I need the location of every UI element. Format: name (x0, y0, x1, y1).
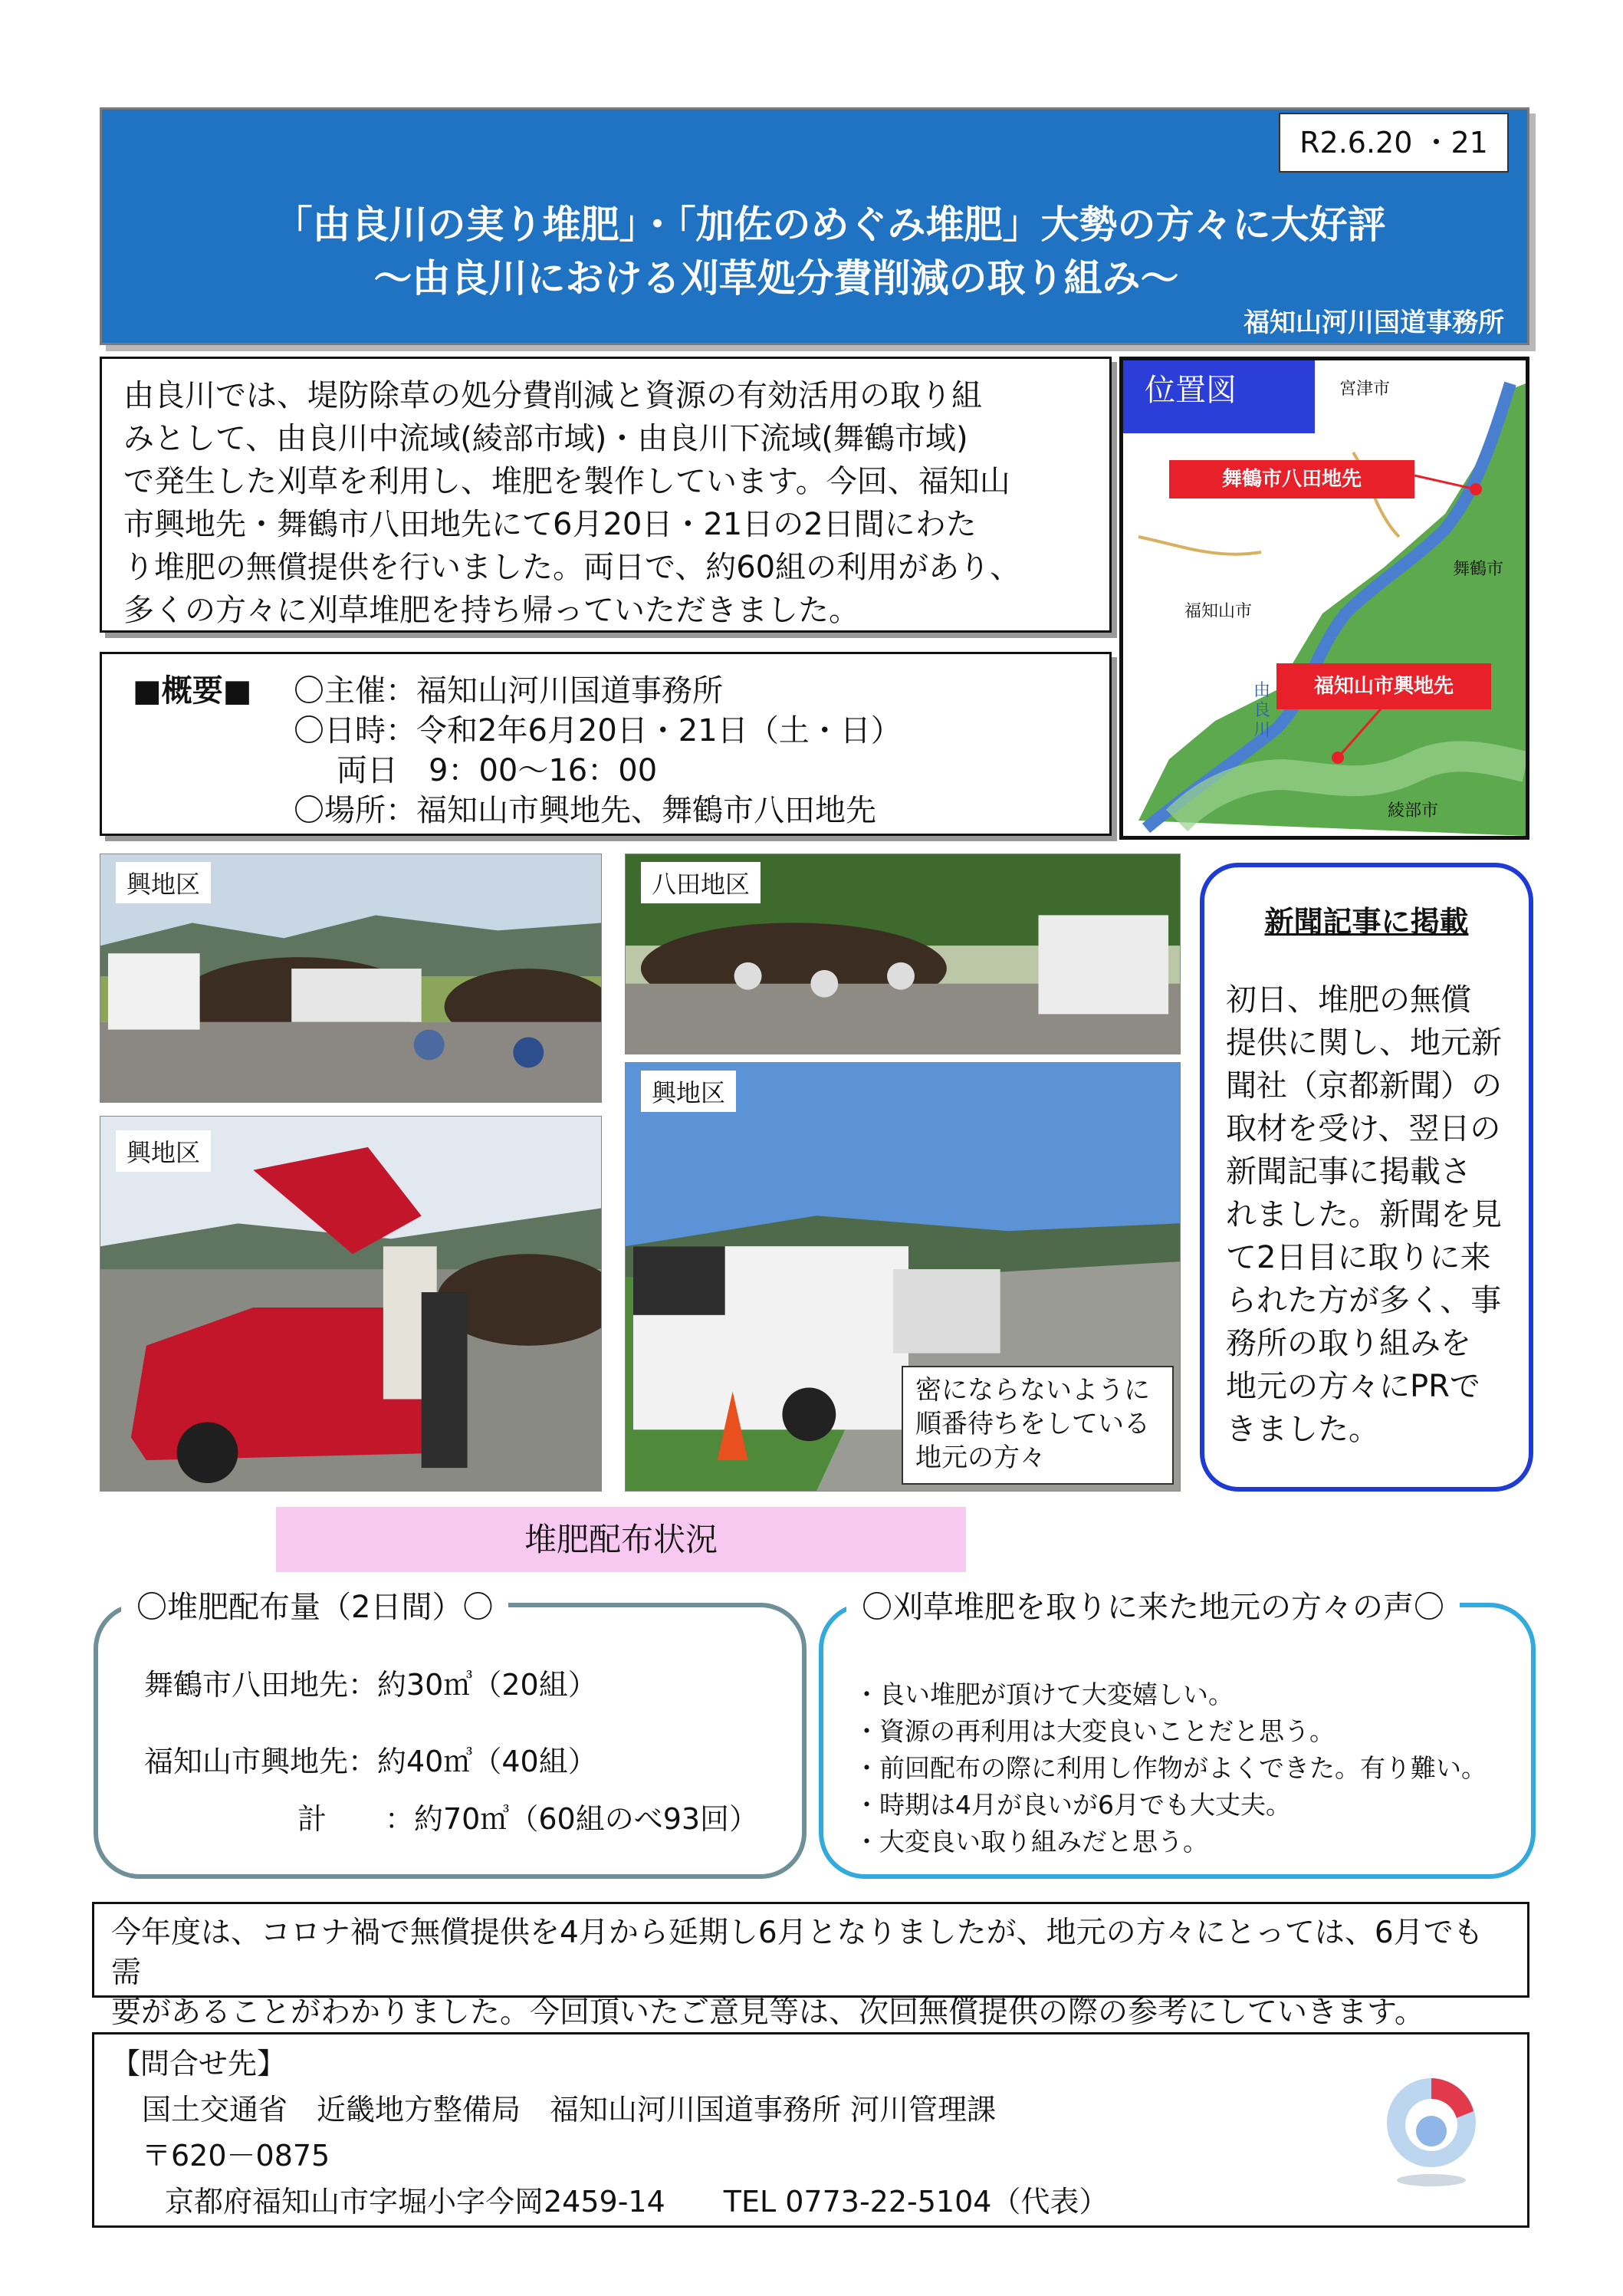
news-title: 新聞記事に掲載 (1264, 905, 1469, 939)
intro-line: り堆肥の無償提供を行いました。両日で、約60組の利用があり、 (123, 550, 1021, 585)
photo-caption (902, 1366, 1174, 1485)
amount-oki: 福知山市興地先：約40㎥（40組） (144, 1745, 597, 1778)
conclusion-line: 要があることがわかりました。今回頂いたご意見等は、次回無償提供の際の参考にしていきます。 (111, 1995, 1424, 2030)
overview-datetime: 〇日時：令和2年6月20日・21日（土・日） (294, 713, 902, 748)
intro-line: 市興地先・舞鶴市八田地先にて6月20日・21日の2日間にわた (123, 507, 977, 542)
voice-item: ・良い堆肥が頂けて大変嬉しい。 (854, 1679, 1234, 1709)
office-name: 福知山河川国道事務所 (1244, 308, 1504, 338)
voices-box (819, 1590, 1536, 1879)
conclusion-line: 今年度は、コロナ禍で無償提供を4月から延期し6月となりましたが、地元の方々にとっては、6月でも需 (111, 1916, 1483, 1990)
news-line: 務所の取り組みを (1226, 1326, 1471, 1361)
date-badge: R2.6.20 ・21 (1279, 113, 1509, 173)
intro-line: で発生した刈草を利用し、堆肥を製作しています。今回、福知山 (123, 464, 1010, 499)
intro-line: 多くの方々に刈草堆肥を持ち帰っていただきました。 (123, 593, 859, 628)
voices-title: 〇刈草堆肥を取りに来た地元の方々の声〇 (846, 1583, 1460, 1627)
map-title: 位置図 (1123, 360, 1315, 433)
photo-label: 興地区 (641, 1071, 736, 1112)
intro-line: みとして、由良川中流域(綾部市域)・由良川下流域(舞鶴市域) (123, 421, 968, 456)
news-line: きました。 (1226, 1412, 1379, 1447)
overview-place: 〇場所：福知山市興地先、舞鶴市八田地先 (294, 793, 876, 828)
overview-hours: 両日 9：00～16：00 (337, 753, 658, 788)
amount-title: 〇堆肥配布量（2日間）〇 (121, 1583, 508, 1627)
location-map (1119, 357, 1529, 840)
photo-oki-queue (625, 1062, 1181, 1492)
photo-caption-line: 地元の方々 (915, 1442, 1046, 1473)
conclusion-box (92, 1902, 1529, 2030)
contact-box (92, 2032, 1529, 2228)
map-label-maizuru: 舞鶴市 (1453, 560, 1504, 579)
photo-caption-line: 密にならないように (915, 1375, 1150, 1406)
map-label-fukuchiyama: 福知山市 (1184, 602, 1253, 621)
map-label-river: 由良川 (1253, 681, 1271, 740)
voices-list (854, 1676, 1487, 1860)
contact-org: 国土交通省 近畿地方整備局 福知山河川国道事務所 河川管理課 (142, 2093, 997, 2127)
news-line: て2日目に取りに来 (1226, 1240, 1491, 1275)
voice-item: ・時期は4月が良いが6月でも大丈夫。 (854, 1790, 1291, 1820)
overview-label: ■概要■ (133, 673, 252, 709)
news-line: られた方が多く、事 (1226, 1283, 1502, 1318)
photo-oki-car (100, 1116, 602, 1492)
intro-line: 由良川では、堤防除草の処分費削減と資源の有効活用の取り組 (123, 378, 982, 413)
photo-caption-line: 順番待ちをしている (915, 1409, 1150, 1439)
amount-total: 計 ：約70㎥（60組のべ93回） (297, 1802, 759, 1836)
voice-item: ・資源の再利用は大変良いことだと思う。 (854, 1716, 1335, 1746)
photo-label: 興地区 (116, 1130, 211, 1172)
amount-box (94, 1590, 807, 1879)
photo-oki-1 (100, 854, 602, 1103)
contact-address: 京都府福知山市字堀小字今岡2459-14 TEL 0773-22-5104（代表） (165, 2185, 1109, 2219)
callout-oki: 福知山市興地先 (1276, 663, 1491, 709)
news-text (1226, 979, 1507, 1451)
news-line: 新聞記事に掲載さ (1226, 1154, 1471, 1189)
intro-box (100, 357, 1112, 633)
news-line: 初日、堆肥の無償 (1226, 982, 1471, 1018)
page-title-line1: 「由良川の実り堆肥」・「加佐のめぐみ堆肥」大勢の方々に大好評 (274, 202, 1386, 247)
contact-zip: 〒620－0875 (142, 2139, 330, 2173)
voice-item: ・前回配布の際に利用し作物がよくできた。有り難い。 (854, 1753, 1487, 1783)
news-line: 取材を受け、翌日の (1226, 1111, 1501, 1146)
amount-hatta: 舞鶴市八田地先：約30㎥（20組） (144, 1668, 597, 1702)
section-title-status: 堆肥配布状況 (276, 1507, 966, 1572)
overview-host: 〇主催：福知山河川国道事務所 (294, 673, 723, 709)
news-line: 提供に関し、地元新 (1226, 1025, 1502, 1061)
photo-hatta (625, 854, 1181, 1054)
voice-item: ・大変良い取り組みだと思う。 (854, 1827, 1208, 1857)
news-line: れました。新聞を見 (1226, 1197, 1502, 1232)
news-box (1200, 863, 1533, 1492)
news-line: 地元の方々にPRで (1226, 1369, 1480, 1404)
page-title-line2: ～由良川における刈草処分費削減の取り組み～ (373, 256, 1179, 301)
overview-box (100, 652, 1112, 836)
news-line: 聞社（京都新聞）の (1226, 1068, 1502, 1104)
contact-title: 【問合せ先】 (111, 2047, 287, 2081)
header-banner (100, 107, 1529, 345)
map-label-miyazu: 宮津市 (1339, 380, 1391, 399)
photo-label: 八田地区 (641, 862, 761, 903)
mlit-logo-icon (1382, 2065, 1481, 2188)
photo-label: 興地区 (116, 862, 211, 903)
callout-hatta: 舞鶴市八田地先 (1169, 460, 1414, 498)
map-label-ayabe: 綾部市 (1388, 801, 1439, 821)
